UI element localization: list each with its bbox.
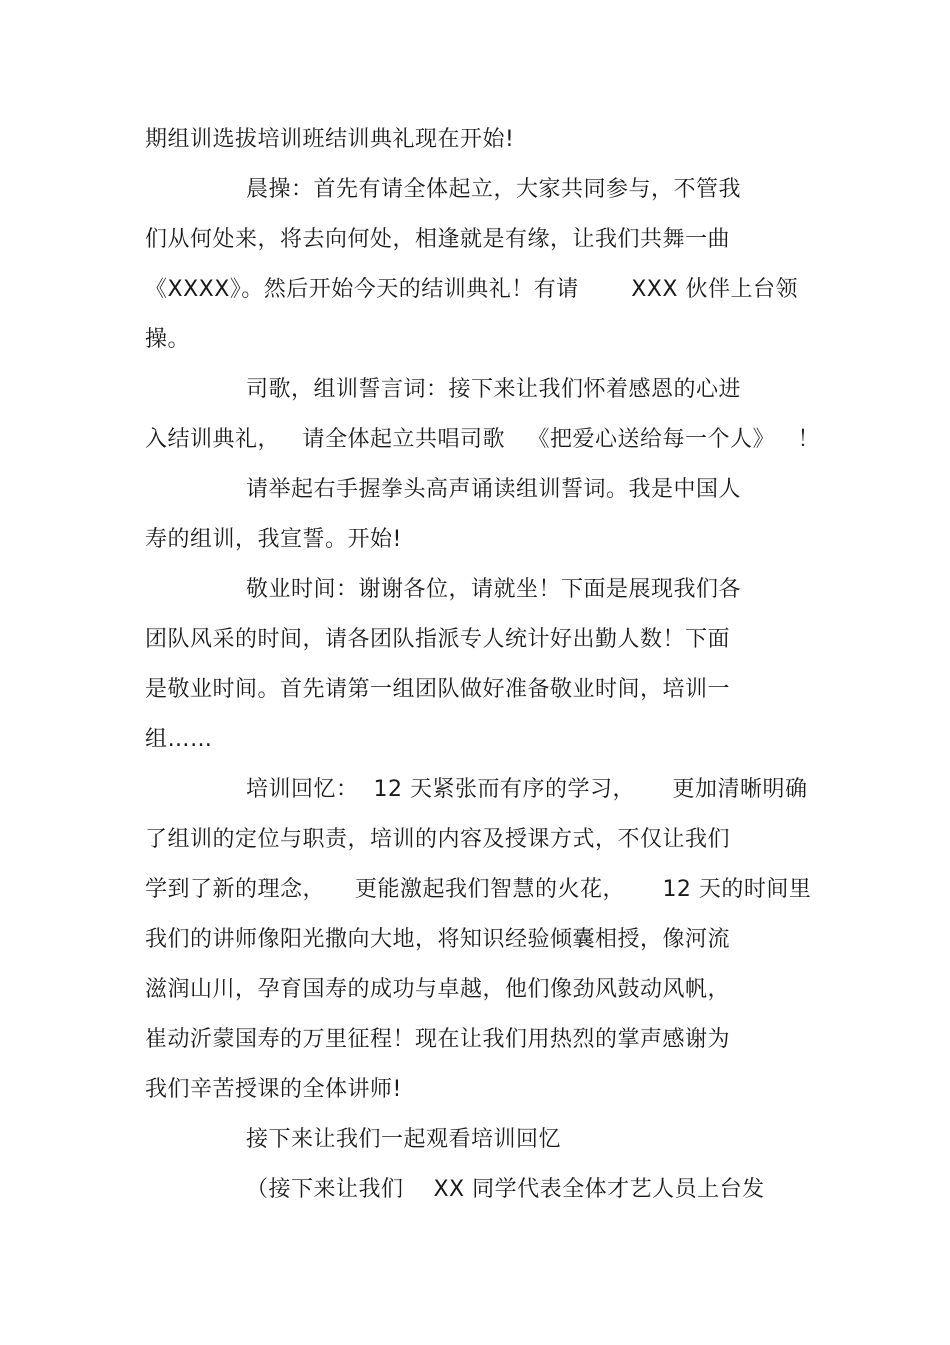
text-line: 团队风采的时间，请各团队指派专人统计好出勤人数！下面 [145, 627, 731, 652]
text-line: 们从何处来，将去向何处，相逢就是有缘，让我们共舞一曲 [145, 227, 731, 252]
text-line: 接下来让我们一起观看培训回忆 [246, 1127, 562, 1152]
text-line: 组…… [145, 727, 213, 752]
text-line: 寿的组训，我宣誓。开始! [145, 527, 402, 552]
text-line: 崔动沂蒙国寿的万里征程！现在让我们用热烈的掌声感谢为 [145, 1027, 731, 1052]
text-line: 培训回忆： 12 天紧张而有序的学习， 更加清晰明确 [246, 777, 808, 802]
text-line: 入结训典礼， 请全体起立共唱司歌 《把爱心送给每一个人》 ！ [145, 427, 820, 452]
text-line: 我们辛苦授课的全体讲师! [145, 1077, 402, 1102]
text-line: 晨操：首先有请全体起立，大家共同参与，不管我 [246, 177, 742, 202]
text-line: 是敬业时间。首先请第一组团队做好准备敬业时间，培训一 [145, 677, 731, 702]
text-line: 期组训选拔培训班结训典礼现在开始! [145, 127, 515, 152]
text-line: 我们的讲师像阳光撒向大地，将知识经验倾囊相授，像河流 [145, 927, 731, 952]
text-line: 学到了新的理念， 更能激起我们智慧的火花， 12 天的时间里 [145, 877, 812, 902]
text-line: 《XXXX》。然后开始今天的结训典礼！有请 XXX 伙伴上台领 [145, 277, 798, 302]
text-line: 司歌，组训誓言词：接下来让我们怀着感恩的心进 [246, 377, 742, 402]
text-line: 敬业时间：谢谢各位，请就坐！下面是展现我们各 [246, 577, 742, 602]
text-line: 了组训的定位与职责，培训的内容及授课方式，不仅让我们 [145, 827, 731, 852]
text-line: 滋润山川，孕育国寿的成功与卓越，他们像劲风鼓动风帆， [145, 977, 731, 1002]
text-line: （接下来让我们 XX 同学代表全体才艺人员上台发 [246, 1177, 765, 1202]
text-line: 操。 [145, 327, 191, 352]
text-line: 请举起右手握拳头高声诵读组训誓词。我是中国人 [246, 477, 742, 502]
